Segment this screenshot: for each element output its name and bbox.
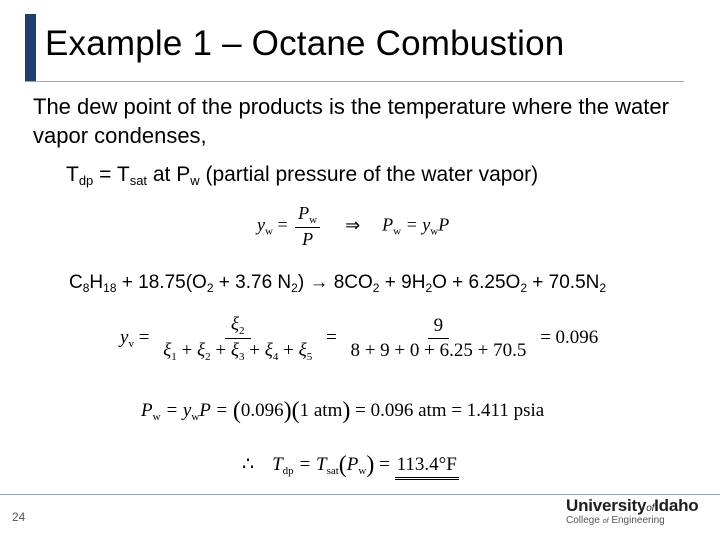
r-s4: 2 — [425, 281, 433, 295]
tdp-at: at P — [147, 163, 191, 186]
xi: ξ — [230, 340, 240, 361]
eq1-rhs-end: P — [438, 214, 450, 235]
page-number: 24 — [12, 510, 26, 524]
eq1-eq: = — [272, 214, 293, 235]
eq4-tsat-sub: sat — [326, 465, 339, 477]
logo-of: of — [646, 503, 655, 514]
eq1-num-sub: w — [309, 214, 318, 226]
r-t1: + 18.75(O — [116, 272, 207, 293]
r-s5: 2 — [520, 281, 528, 295]
left-paren: ( — [338, 452, 347, 478]
mole-fraction-equation — [257, 203, 449, 250]
eq2-fraction-1 — [157, 314, 318, 363]
eq2-lhs: y — [120, 326, 129, 348]
xi: ξ — [230, 314, 240, 335]
r-t3: ) → 8CO — [297, 272, 373, 293]
eq3-pp: P = — [199, 400, 233, 421]
r-s6: 2 — [599, 281, 607, 295]
eq2-lhs-sub: v — [128, 337, 134, 350]
r-c-sub: 8 — [82, 281, 90, 295]
r-t2: + 3.76 N — [213, 272, 292, 293]
eq2-f1-denominator: $\xi_1 + \xi_2 + \xi_3 + \xi_4 + \xi_5$ — [163, 340, 313, 363]
eq2-f2-denominator: 8 + 9 + 0 + 6.25 + 70.5 — [350, 340, 527, 361]
eq2-eq: = — [133, 326, 155, 348]
r-t4: + 9H — [379, 272, 426, 293]
xi-sub: 3 — [239, 351, 245, 363]
pw-sub: w — [190, 173, 200, 188]
r-s2: 2 — [291, 281, 298, 295]
xi-sub: 1 — [171, 351, 177, 363]
combustion-reaction — [69, 272, 606, 295]
therefore-symbol: ∴ — [242, 454, 255, 475]
eq3-y-sub: w — [191, 411, 200, 423]
r-t5: O + 6.25O — [432, 272, 521, 293]
tdp-sub: dp — [78, 173, 94, 188]
university-logo — [566, 496, 699, 526]
logo-university-line — [566, 496, 699, 516]
title-accent-bar — [25, 14, 36, 82]
eq1-denominator — [299, 228, 316, 250]
left-paren: ( — [291, 398, 300, 424]
right-paren: ) — [283, 398, 292, 424]
intro-paragraph: The dew point of the products is the temperature where the water vapor condenses, — [33, 94, 669, 148]
right-paren: ) — [342, 398, 351, 424]
eq4-eq2: = — [374, 454, 395, 475]
eq3-val1: 0.096 — [240, 400, 284, 421]
logo-idaho: Idaho — [654, 496, 699, 515]
eq3-eq: = y — [160, 400, 192, 421]
eq4-t-sub: dp — [282, 465, 294, 477]
xi: ξ — [298, 340, 307, 361]
tdp-eq: = T — [93, 163, 130, 186]
footer-divider — [0, 494, 720, 495]
r-s1: 2 — [206, 281, 214, 295]
eq2-eq-b: = — [321, 326, 342, 348]
eq1-fraction — [295, 203, 320, 250]
eq2-f2-numerator: 9 — [428, 315, 450, 339]
xi: ξ — [264, 340, 273, 361]
xi-sub: 4 — [272, 351, 279, 363]
xi-sub: 5 — [306, 351, 313, 363]
logo-college-of: of — [602, 518, 609, 525]
xi-sub: 2 — [239, 325, 245, 337]
dew-point-result: 113.4°F — [395, 454, 459, 480]
eq1-rhs-y-sub: w — [430, 225, 439, 238]
logo-engineering: Engineering — [611, 515, 665, 526]
r-c: C — [69, 272, 83, 293]
partial-pressure-equation — [141, 398, 544, 425]
tdp-rest: (partial pressure of the water vapor) — [199, 163, 539, 186]
eq4-eq: = T — [293, 454, 327, 475]
r-h-sub: 18 — [103, 281, 117, 295]
eq1-num-p: P — [298, 203, 310, 223]
eq4-pw: P — [346, 454, 359, 475]
r-t6: + 70.5N — [527, 272, 600, 293]
eq3-val2: 1 atm — [299, 400, 343, 421]
tsat-sub: sat — [129, 173, 148, 188]
r-h: H — [89, 272, 104, 293]
eq3-p-sub: w — [152, 411, 161, 423]
eq4-t: T — [272, 454, 283, 475]
xi: ξ — [163, 340, 172, 361]
xi: ξ — [197, 340, 206, 361]
eq1-rhs-p-sub: w — [393, 225, 402, 238]
eq1-rhs-eq: = y — [401, 214, 431, 235]
tdp-t: T — [66, 163, 79, 186]
slide-title: Example 1 – Octane Combustion — [45, 24, 565, 63]
eq1-lhs-sub: w — [265, 225, 273, 238]
r-s3: 2 — [372, 281, 380, 295]
vapor-fraction-equation — [120, 314, 598, 363]
eq1-rhs-p: P — [382, 214, 394, 235]
eq3-p: P — [141, 400, 153, 421]
eq2-fraction-2 — [344, 315, 532, 362]
logo-college: College — [566, 515, 600, 526]
xi-sub: 2 — [205, 351, 211, 363]
title-divider — [25, 81, 684, 82]
eq4-pw-sub: w — [358, 465, 367, 477]
implies-arrow: ⇒ — [345, 214, 361, 235]
tdp-definition — [66, 163, 538, 188]
logo-college-line — [566, 515, 699, 526]
left-paren: ( — [232, 398, 241, 424]
eq1-den-p: P — [302, 229, 314, 249]
logo-university: University — [566, 496, 647, 515]
right-paren: ) — [366, 452, 375, 478]
eq1-lhs: y — [257, 214, 265, 235]
eq1-numerator — [295, 203, 320, 228]
eq2-f1-numerator — [225, 314, 251, 339]
eq2-result: = 0.096 — [535, 326, 599, 348]
eq3-rest: = 0.096 atm = 1.411 psia — [350, 400, 545, 421]
dew-point-equation — [242, 452, 459, 480]
